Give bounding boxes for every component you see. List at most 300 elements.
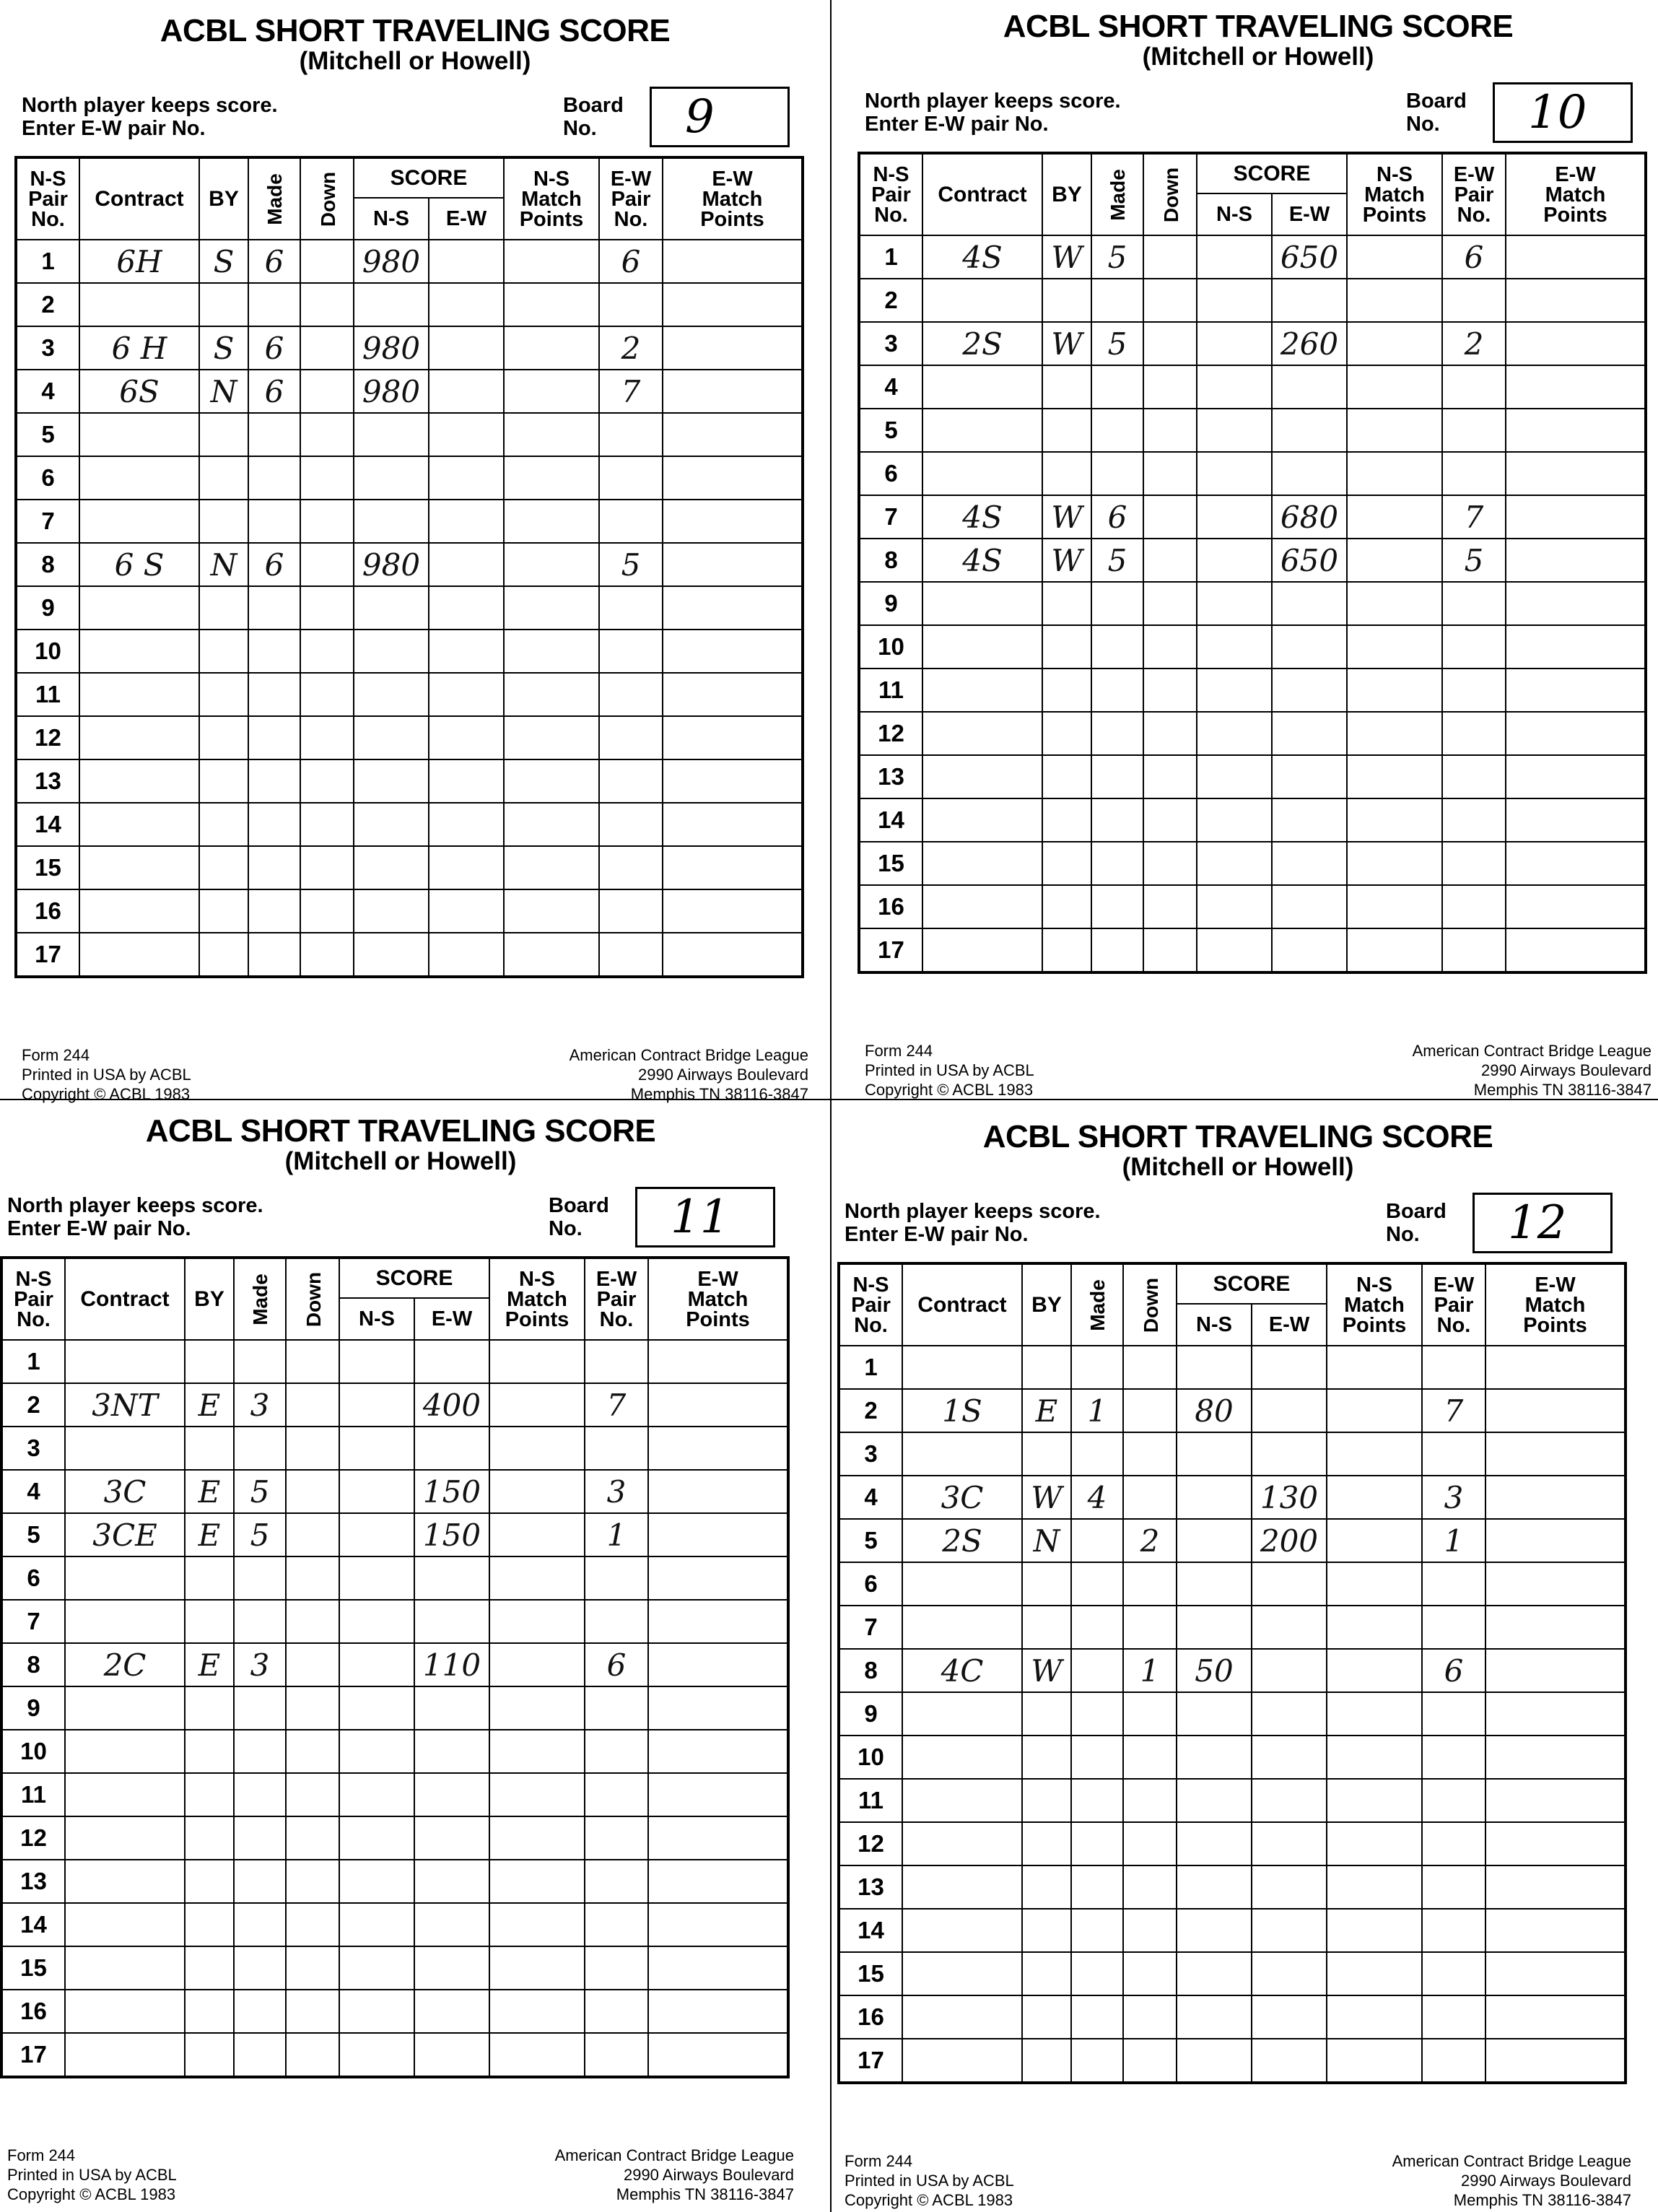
contract-cell[interactable]: [79, 846, 199, 889]
declarer-cell[interactable]: [185, 1816, 234, 1860]
score-ns-cell[interactable]: [354, 413, 429, 456]
made-cell[interactable]: [1091, 409, 1143, 452]
down-cell[interactable]: [1143, 842, 1197, 885]
ns-match-points-cell[interactable]: [1347, 365, 1442, 409]
ew-match-points-cell[interactable]: [1485, 1389, 1626, 1432]
made-cell[interactable]: 3: [234, 1383, 286, 1427]
ew-pair-cell[interactable]: [1442, 885, 1506, 928]
score-ew-cell[interactable]: [1252, 1432, 1327, 1476]
ew-match-points-cell[interactable]: [663, 803, 803, 846]
down-cell[interactable]: [286, 1600, 339, 1643]
made-cell[interactable]: [1071, 1606, 1123, 1649]
ew-match-points-cell[interactable]: [663, 716, 803, 759]
score-ew-cell[interactable]: 650: [1272, 235, 1347, 279]
ew-match-points-cell[interactable]: [1506, 539, 1646, 582]
score-ns-cell[interactable]: [339, 1860, 414, 1903]
made-cell[interactable]: 5: [1091, 539, 1143, 582]
ew-match-points-cell[interactable]: [1485, 1562, 1626, 1606]
score-ns-cell[interactable]: [354, 759, 429, 803]
score-ew-cell[interactable]: [429, 933, 504, 977]
score-ns-cell[interactable]: [1177, 1822, 1252, 1865]
down-cell[interactable]: [1123, 1432, 1177, 1476]
ns-match-points-cell[interactable]: [1327, 1995, 1422, 2039]
made-cell[interactable]: [1071, 1909, 1123, 1952]
made-cell[interactable]: [248, 630, 300, 673]
declarer-cell[interactable]: [199, 889, 248, 933]
ew-pair-cell[interactable]: 7: [585, 1383, 648, 1427]
ew-pair-cell[interactable]: [585, 1990, 648, 2033]
score-ns-cell[interactable]: [1197, 885, 1272, 928]
made-cell[interactable]: [234, 1556, 286, 1600]
ew-match-points-cell[interactable]: [1485, 1432, 1626, 1476]
ns-match-points-cell[interactable]: [504, 846, 599, 889]
score-ew-cell[interactable]: [429, 456, 504, 500]
ns-match-points-cell[interactable]: [504, 586, 599, 630]
score-ns-cell[interactable]: [339, 1383, 414, 1427]
ns-match-points-cell[interactable]: [504, 933, 599, 977]
score-ns-cell[interactable]: [339, 1643, 414, 1686]
contract-cell[interactable]: 6 S: [79, 543, 199, 586]
down-cell[interactable]: [1143, 798, 1197, 842]
score-ns-cell[interactable]: [354, 889, 429, 933]
score-ns-cell[interactable]: [1177, 1692, 1252, 1736]
score-ns-cell[interactable]: [1197, 235, 1272, 279]
ew-match-points-cell[interactable]: [1506, 712, 1646, 755]
ew-pair-cell[interactable]: [599, 759, 663, 803]
ew-pair-cell[interactable]: [585, 1773, 648, 1816]
ew-pair-cell[interactable]: [1442, 755, 1506, 798]
score-ew-cell[interactable]: [1252, 1736, 1327, 1779]
made-cell[interactable]: [234, 1816, 286, 1860]
down-cell[interactable]: 2: [1123, 1519, 1177, 1562]
score-ew-cell[interactable]: [429, 716, 504, 759]
score-ew-cell[interactable]: [1252, 1692, 1327, 1736]
score-ew-cell[interactable]: [1272, 365, 1347, 409]
ew-pair-cell[interactable]: 2: [1442, 322, 1506, 365]
score-ew-cell[interactable]: [429, 240, 504, 283]
ew-match-points-cell[interactable]: [648, 1773, 788, 1816]
score-ew-cell[interactable]: [414, 1816, 489, 1860]
ew-match-points-cell[interactable]: [648, 1643, 788, 1686]
ns-match-points-cell[interactable]: [1347, 322, 1442, 365]
ew-pair-cell[interactable]: [1422, 1692, 1485, 1736]
down-cell[interactable]: [300, 326, 354, 370]
contract-cell[interactable]: 2S: [902, 1519, 1022, 1562]
made-cell[interactable]: [248, 846, 300, 889]
declarer-cell[interactable]: [1042, 928, 1091, 972]
score-ns-cell[interactable]: [354, 500, 429, 543]
ns-match-points-cell[interactable]: [504, 889, 599, 933]
down-cell[interactable]: [1123, 1952, 1177, 1995]
ew-pair-cell[interactable]: [599, 413, 663, 456]
declarer-cell[interactable]: [1042, 669, 1091, 712]
ns-match-points-cell[interactable]: [489, 1860, 585, 1903]
ns-match-points-cell[interactable]: [504, 673, 599, 716]
ew-pair-cell[interactable]: [1422, 1736, 1485, 1779]
ns-match-points-cell[interactable]: [504, 240, 599, 283]
down-cell[interactable]: [1123, 1389, 1177, 1432]
score-ew-cell[interactable]: [1252, 1822, 1327, 1865]
ns-match-points-cell[interactable]: [489, 1946, 585, 1990]
made-cell[interactable]: [1071, 1952, 1123, 1995]
score-ns-cell[interactable]: [1177, 1562, 1252, 1606]
ew-pair-cell[interactable]: [1442, 409, 1506, 452]
declarer-cell[interactable]: [199, 846, 248, 889]
declarer-cell[interactable]: [185, 1556, 234, 1600]
ns-match-points-cell[interactable]: [1327, 1822, 1422, 1865]
declarer-cell[interactable]: N: [199, 370, 248, 413]
ns-match-points-cell[interactable]: [489, 1903, 585, 1946]
down-cell[interactable]: [300, 240, 354, 283]
score-ew-cell[interactable]: 200: [1252, 1519, 1327, 1562]
made-cell[interactable]: [1071, 1432, 1123, 1476]
score-ew-cell[interactable]: [414, 1903, 489, 1946]
down-cell[interactable]: [286, 1773, 339, 1816]
declarer-cell[interactable]: E: [185, 1643, 234, 1686]
declarer-cell[interactable]: [185, 1773, 234, 1816]
ew-pair-cell[interactable]: [585, 1946, 648, 1990]
score-ns-cell[interactable]: 80: [1177, 1389, 1252, 1432]
down-cell[interactable]: [1143, 235, 1197, 279]
ns-match-points-cell[interactable]: [1327, 1779, 1422, 1822]
ns-match-points-cell[interactable]: [504, 456, 599, 500]
declarer-cell[interactable]: W: [1042, 235, 1091, 279]
contract-cell[interactable]: [79, 456, 199, 500]
score-ns-cell[interactable]: [354, 933, 429, 977]
down-cell[interactable]: [1143, 322, 1197, 365]
ew-match-points-cell[interactable]: [663, 326, 803, 370]
ns-match-points-cell[interactable]: [489, 1773, 585, 1816]
ew-match-points-cell[interactable]: [648, 1816, 788, 1860]
score-ns-cell[interactable]: 980: [354, 543, 429, 586]
contract-cell[interactable]: [922, 409, 1042, 452]
down-cell[interactable]: [286, 1903, 339, 1946]
score-ew-cell[interactable]: [414, 1860, 489, 1903]
ew-match-points-cell[interactable]: [1485, 1346, 1626, 1389]
ew-pair-cell[interactable]: [599, 846, 663, 889]
down-cell[interactable]: [300, 456, 354, 500]
ew-pair-cell[interactable]: 1: [1422, 1519, 1485, 1562]
down-cell[interactable]: [1143, 669, 1197, 712]
ew-match-points-cell[interactable]: [1506, 755, 1646, 798]
score-ns-cell[interactable]: [1177, 1952, 1252, 1995]
ns-match-points-cell[interactable]: [489, 1643, 585, 1686]
made-cell[interactable]: [248, 803, 300, 846]
declarer-cell[interactable]: [185, 1730, 234, 1773]
ew-match-points-cell[interactable]: [648, 1903, 788, 1946]
ew-pair-cell[interactable]: [1442, 842, 1506, 885]
score-ns-cell[interactable]: [354, 283, 429, 326]
contract-cell[interactable]: 4C: [902, 1649, 1022, 1692]
down-cell[interactable]: [300, 370, 354, 413]
made-cell[interactable]: 6: [248, 543, 300, 586]
ew-pair-cell[interactable]: [1422, 1865, 1485, 1909]
made-cell[interactable]: [1091, 798, 1143, 842]
declarer-cell[interactable]: [199, 586, 248, 630]
ew-match-points-cell[interactable]: [648, 1860, 788, 1903]
score-ew-cell[interactable]: [1252, 1865, 1327, 1909]
down-cell[interactable]: [286, 2033, 339, 2077]
ew-pair-cell[interactable]: [1442, 625, 1506, 669]
ew-pair-cell[interactable]: [585, 1427, 648, 1470]
declarer-cell[interactable]: [1042, 625, 1091, 669]
ns-match-points-cell[interactable]: [1327, 1736, 1422, 1779]
made-cell[interactable]: 5: [1091, 322, 1143, 365]
ns-match-points-cell[interactable]: [504, 759, 599, 803]
ns-match-points-cell[interactable]: [1347, 409, 1442, 452]
ns-match-points-cell[interactable]: [1327, 1865, 1422, 1909]
ew-match-points-cell[interactable]: [648, 1990, 788, 2033]
declarer-cell[interactable]: W: [1042, 539, 1091, 582]
contract-cell[interactable]: 4S: [922, 495, 1042, 539]
down-cell[interactable]: [286, 1427, 339, 1470]
score-ew-cell[interactable]: [1272, 712, 1347, 755]
declarer-cell[interactable]: W: [1022, 1649, 1071, 1692]
score-ew-cell[interactable]: [1272, 885, 1347, 928]
ns-match-points-cell[interactable]: [1347, 798, 1442, 842]
contract-cell[interactable]: 2C: [65, 1643, 185, 1686]
ew-pair-cell[interactable]: [585, 1903, 648, 1946]
declarer-cell[interactable]: [1042, 798, 1091, 842]
score-ew-cell[interactable]: [1272, 582, 1347, 625]
score-ew-cell[interactable]: [1252, 1606, 1327, 1649]
down-cell[interactable]: [286, 1470, 339, 1513]
score-ns-cell[interactable]: [354, 673, 429, 716]
score-ew-cell[interactable]: [414, 1686, 489, 1730]
ew-match-points-cell[interactable]: [663, 586, 803, 630]
ew-pair-cell[interactable]: [1422, 1952, 1485, 1995]
down-cell[interactable]: [300, 500, 354, 543]
declarer-cell[interactable]: [185, 1427, 234, 1470]
ew-match-points-cell[interactable]: [648, 1513, 788, 1556]
declarer-cell[interactable]: [199, 283, 248, 326]
made-cell[interactable]: [248, 586, 300, 630]
board-number-field[interactable]: 11: [635, 1187, 775, 1247]
made-cell[interactable]: 3: [234, 1643, 286, 1686]
down-cell[interactable]: [286, 1860, 339, 1903]
ns-match-points-cell[interactable]: [489, 1990, 585, 2033]
ew-match-points-cell[interactable]: [1506, 495, 1646, 539]
made-cell[interactable]: [234, 1773, 286, 1816]
down-cell[interactable]: [286, 1643, 339, 1686]
contract-cell[interactable]: [922, 365, 1042, 409]
made-cell[interactable]: 4: [1071, 1476, 1123, 1519]
ew-pair-cell[interactable]: [1422, 1432, 1485, 1476]
down-cell[interactable]: [300, 283, 354, 326]
ew-match-points-cell[interactable]: [1485, 1952, 1626, 1995]
score-ew-cell[interactable]: [1272, 842, 1347, 885]
ew-match-points-cell[interactable]: [663, 500, 803, 543]
score-ns-cell[interactable]: [339, 1773, 414, 1816]
ew-match-points-cell[interactable]: [1485, 1519, 1626, 1562]
made-cell[interactable]: [234, 1600, 286, 1643]
ns-match-points-cell[interactable]: [1327, 1476, 1422, 1519]
score-ns-cell[interactable]: 980: [354, 240, 429, 283]
ew-match-points-cell[interactable]: [1485, 1865, 1626, 1909]
contract-cell[interactable]: [79, 673, 199, 716]
ns-match-points-cell[interactable]: [1347, 928, 1442, 972]
made-cell[interactable]: [234, 1686, 286, 1730]
ew-match-points-cell[interactable]: [663, 240, 803, 283]
ns-match-points-cell[interactable]: [489, 1383, 585, 1427]
down-cell[interactable]: [1143, 625, 1197, 669]
score-ew-cell[interactable]: [414, 1340, 489, 1383]
contract-cell[interactable]: [65, 1773, 185, 1816]
ns-match-points-cell[interactable]: [489, 1600, 585, 1643]
ew-pair-cell[interactable]: 6: [1422, 1649, 1485, 1692]
score-ew-cell[interactable]: 400: [414, 1383, 489, 1427]
score-ns-cell[interactable]: [1197, 495, 1272, 539]
ew-match-points-cell[interactable]: [1485, 1476, 1626, 1519]
down-cell[interactable]: 1: [1123, 1649, 1177, 1692]
ew-match-points-cell[interactable]: [663, 456, 803, 500]
ew-pair-cell[interactable]: [585, 1600, 648, 1643]
ew-pair-cell[interactable]: [599, 803, 663, 846]
score-ns-cell[interactable]: [1177, 1606, 1252, 1649]
made-cell[interactable]: 5: [234, 1470, 286, 1513]
ns-match-points-cell[interactable]: [1327, 1952, 1422, 1995]
down-cell[interactable]: [1143, 582, 1197, 625]
made-cell[interactable]: [248, 413, 300, 456]
made-cell[interactable]: [234, 1427, 286, 1470]
made-cell[interactable]: [1071, 1779, 1123, 1822]
ns-match-points-cell[interactable]: [504, 370, 599, 413]
score-ns-cell[interactable]: [1197, 279, 1272, 322]
declarer-cell[interactable]: [1022, 1865, 1071, 1909]
ew-match-points-cell[interactable]: [1506, 625, 1646, 669]
down-cell[interactable]: [300, 759, 354, 803]
ew-pair-cell[interactable]: [585, 1860, 648, 1903]
score-ns-cell[interactable]: [1197, 582, 1272, 625]
declarer-cell[interactable]: W: [1042, 322, 1091, 365]
ew-pair-cell[interactable]: [585, 1556, 648, 1600]
ew-pair-cell[interactable]: [1442, 928, 1506, 972]
score-ew-cell[interactable]: [429, 326, 504, 370]
contract-cell[interactable]: [65, 1686, 185, 1730]
made-cell[interactable]: [1091, 755, 1143, 798]
down-cell[interactable]: [300, 543, 354, 586]
declarer-cell[interactable]: [185, 1340, 234, 1383]
score-ew-cell[interactable]: [429, 283, 504, 326]
contract-cell[interactable]: 6H: [79, 240, 199, 283]
declarer-cell[interactable]: [1042, 409, 1091, 452]
ns-match-points-cell[interactable]: [1327, 1909, 1422, 1952]
declarer-cell[interactable]: [1042, 712, 1091, 755]
ew-pair-cell[interactable]: [599, 630, 663, 673]
declarer-cell[interactable]: E: [185, 1383, 234, 1427]
ew-match-points-cell[interactable]: [1485, 1736, 1626, 1779]
made-cell[interactable]: [248, 933, 300, 977]
ew-match-points-cell[interactable]: [663, 933, 803, 977]
made-cell[interactable]: 1: [1071, 1389, 1123, 1432]
score-ew-cell[interactable]: [1272, 928, 1347, 972]
declarer-cell[interactable]: [1022, 1952, 1071, 1995]
score-ns-cell[interactable]: [1177, 1476, 1252, 1519]
ns-match-points-cell[interactable]: [1327, 1432, 1422, 1476]
made-cell[interactable]: [234, 1340, 286, 1383]
declarer-cell[interactable]: [185, 1990, 234, 2033]
down-cell[interactable]: [286, 1990, 339, 2033]
declarer-cell[interactable]: [199, 759, 248, 803]
declarer-cell[interactable]: [199, 716, 248, 759]
declarer-cell[interactable]: [199, 933, 248, 977]
score-ns-cell[interactable]: [339, 1470, 414, 1513]
down-cell[interactable]: [1123, 1779, 1177, 1822]
score-ew-cell[interactable]: [1252, 1389, 1327, 1432]
down-cell[interactable]: [1143, 495, 1197, 539]
contract-cell[interactable]: [65, 2033, 185, 2077]
ns-match-points-cell[interactable]: [1327, 1389, 1422, 1432]
contract-cell[interactable]: [65, 1340, 185, 1383]
ns-match-points-cell[interactable]: [504, 413, 599, 456]
contract-cell[interactable]: [65, 1556, 185, 1600]
ew-pair-cell[interactable]: [1422, 1779, 1485, 1822]
ns-match-points-cell[interactable]: [1327, 1649, 1422, 1692]
score-ew-cell[interactable]: 150: [414, 1513, 489, 1556]
down-cell[interactable]: [1143, 885, 1197, 928]
ew-pair-cell[interactable]: 3: [1422, 1476, 1485, 1519]
made-cell[interactable]: [1071, 1649, 1123, 1692]
ew-match-points-cell[interactable]: [1485, 1606, 1626, 1649]
ew-match-points-cell[interactable]: [1485, 1692, 1626, 1736]
ew-pair-cell[interactable]: [1442, 798, 1506, 842]
down-cell[interactable]: [1123, 1865, 1177, 1909]
declarer-cell[interactable]: [1042, 452, 1091, 495]
board-number-field[interactable]: 10: [1493, 82, 1633, 143]
ns-match-points-cell[interactable]: [504, 716, 599, 759]
down-cell[interactable]: [300, 803, 354, 846]
ns-match-points-cell[interactable]: [489, 2033, 585, 2077]
score-ns-cell[interactable]: [1177, 1736, 1252, 1779]
score-ns-cell[interactable]: [1197, 322, 1272, 365]
ns-match-points-cell[interactable]: [504, 326, 599, 370]
ns-match-points-cell[interactable]: [1347, 495, 1442, 539]
made-cell[interactable]: [1091, 582, 1143, 625]
contract-cell[interactable]: [79, 630, 199, 673]
contract-cell[interactable]: [922, 669, 1042, 712]
ns-match-points-cell[interactable]: [1347, 885, 1442, 928]
score-ns-cell[interactable]: [339, 1946, 414, 1990]
score-ns-cell[interactable]: [354, 846, 429, 889]
contract-cell[interactable]: [65, 1816, 185, 1860]
ew-match-points-cell[interactable]: [663, 630, 803, 673]
ew-pair-cell[interactable]: [1422, 1562, 1485, 1606]
score-ns-cell[interactable]: [1197, 625, 1272, 669]
down-cell[interactable]: [1143, 279, 1197, 322]
ns-match-points-cell[interactable]: [1347, 582, 1442, 625]
ns-match-points-cell[interactable]: [489, 1470, 585, 1513]
ew-match-points-cell[interactable]: [663, 846, 803, 889]
contract-cell[interactable]: [922, 452, 1042, 495]
score-ns-cell[interactable]: 980: [354, 370, 429, 413]
declarer-cell[interactable]: [199, 456, 248, 500]
ns-match-points-cell[interactable]: [1347, 712, 1442, 755]
ns-match-points-cell[interactable]: [489, 1816, 585, 1860]
declarer-cell[interactable]: [1022, 2039, 1071, 2083]
score-ew-cell[interactable]: [414, 1427, 489, 1470]
score-ew-cell[interactable]: [429, 413, 504, 456]
made-cell[interactable]: [1071, 1822, 1123, 1865]
score-ns-cell[interactable]: [339, 1816, 414, 1860]
down-cell[interactable]: [286, 1946, 339, 1990]
down-cell[interactable]: [300, 846, 354, 889]
contract-cell[interactable]: [922, 885, 1042, 928]
contract-cell[interactable]: [65, 1730, 185, 1773]
ns-match-points-cell[interactable]: [489, 1340, 585, 1383]
made-cell[interactable]: [234, 1860, 286, 1903]
declarer-cell[interactable]: E: [1022, 1389, 1071, 1432]
score-ew-cell[interactable]: [414, 1730, 489, 1773]
